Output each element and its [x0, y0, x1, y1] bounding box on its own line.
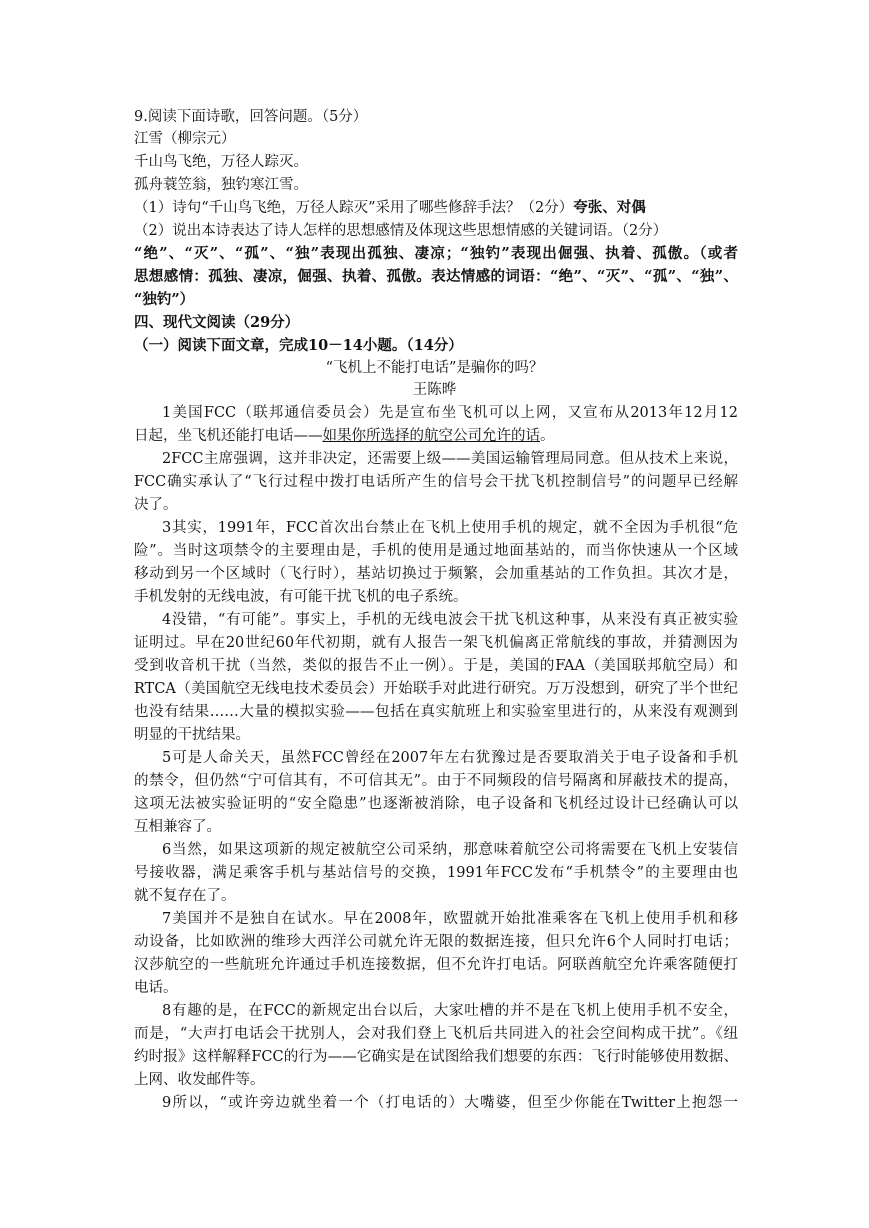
section-4-heading: 四、现代文阅读（29分） — [134, 314, 300, 331]
paragraph-5-line: 5可是人命关天，虽然FCC曾经在2007年左右犹豫过是否要取消关于电子设备和手机 — [162, 750, 738, 766]
paragraph-7-line: 电话。 — [134, 980, 178, 996]
paragraph-3-line: 3其实，1991年，FCC首次出台禁止在飞机上使用手机的规定，就不全因为手机很“危 — [162, 520, 738, 536]
paragraph-4-line: 明显的干扰结果。 — [134, 727, 250, 743]
paragraph-3-line: 手机发射的无线电波，有可能干扰飞机的电子系统。 — [134, 589, 468, 605]
paragraph-1-line: 1美国FCC（联邦通信委员会）先是宣布坐飞机可以上网，又宣布从2013年12月12 — [162, 405, 738, 421]
paragraph-2-line: 2FCC主席强调，这并非决定，还需要上级——美国运输管理局同意。但从技术上来说， — [162, 451, 738, 467]
article-title: “飞机上不能打电话”是骗你的吗？ — [325, 360, 544, 376]
underlined-phrase: 如果你所选择的航空公司允许的话 — [322, 428, 540, 444]
article-author: 王陈晔 — [412, 382, 457, 398]
paragraph-4-line: 也没有结果……大量的模拟实验——包括在真实航班上和实验室里进行的，从来没有观测到 — [134, 704, 738, 720]
sub-question-1-text: （1）诗句“千山鸟飞绝，万径人踪灭”采用了哪些修辞手法？（2分） — [134, 200, 574, 216]
paragraph-8-line: 8有趣的是，在FCC的新规定出台以后，大家吐槽的并不是在飞机上使用手机不安全， — [162, 1003, 738, 1019]
sub-question-1 — [134, 197, 646, 219]
sub-question-1-answer: 夸张、对偶 — [573, 199, 646, 216]
paragraph-8-line: 约时报》这样解释FCC的行为——它确实是在试图给我们想要的东西：飞行时能够使用数据、 — [134, 1049, 738, 1065]
sub-question-2: （2）说出本诗表达了诗人怎样的思想感情及体现这些思想情感的关键词语。（2分） — [134, 223, 668, 239]
sub-question-2-answer-line: “独钓”） — [134, 291, 195, 308]
paragraph-9-line: 9所以，“或许旁边就坐着一个（打电话的）大嘴婆，但至少你能在Twitter上抱怨一 — [162, 1095, 738, 1111]
paragraph-3-line: 险”。当时这项禁令的主要理由是，手机的使用是通过地面基站的，而当你快速从一个区域 — [134, 543, 738, 559]
paragraph-4-line: 证明过。早在20世纪60年代初期，就有人报告一架飞机偏离正常航线的事故，并猜测因为 — [134, 635, 738, 651]
paragraph-8-line: 而是，“大声打电话会干扰别人，会对我们登上飞机后共同进入的社会空间构成干扰”。《纽 — [134, 1026, 738, 1042]
paragraph-7-line: 7美国并不是独自在试水。早在2008年，欧盟就开始批准乘客在飞机上使用手机和移 — [162, 911, 738, 927]
poem-line-2: 孤舟蓑笠翁，独钓寒江雪。 — [134, 177, 308, 193]
paragraph-4-line: 4没错，“有可能”。事实上，手机的无线电波会干扰飞机这种事，从来没有真正被实验 — [162, 612, 738, 628]
paragraph-1-text: 日起，坐飞机还能打电话—— — [134, 428, 323, 444]
sub-question-2-answer-line: 思想感情：孤独、凄凉，倔强、执着、孤傲。表达情感的词语：“绝”、“灭”、“孤”、“独”、 — [134, 268, 738, 285]
paragraph-3-line: 移动到另一个区域时（飞行时），基站切换过于频繁，会加重基站的工作负担。其次才是， — [134, 566, 738, 582]
paragraph-4-line: RTCA（美国航空无线电技术委员会）开始联手对此进行研究。万万没想到，研究了半个世纪 — [134, 681, 738, 697]
paragraph-5-line: 互相兼容了。 — [134, 819, 221, 835]
paragraph-5-line: 的禁令，但仍然“宁可信其有，不可信其无”。由于不同频段的信号隔离和屏蔽技术的提高， — [134, 773, 738, 789]
sub-question-2-answer-line: “绝”、“灭”、“孤”、“独”表现出孤独、凄凉；“独钓”表现出倔强、执着、孤傲。（或者 — [134, 245, 738, 262]
paragraph-6-line: 号接收器，满足乘客手机与基站信号的交换，1991年FCC发布“手机禁令”的主要理由也 — [134, 865, 738, 881]
paragraph-7-line: 动设备，比如欧洲的维珍大西洋公司就允许无限的数据连接，但只允许6个人同时打电话； — [134, 934, 738, 950]
poem-line-1: 千山鸟飞绝，万径人踪灭。 — [134, 154, 308, 170]
paragraph-8-line: 上网、收发邮件等。 — [134, 1072, 265, 1088]
question-9-heading: 9.阅读下面诗歌，回答问题。（5分） — [134, 109, 368, 125]
paragraph-6-line: 就不复存在了。 — [134, 888, 236, 904]
paragraph-5-line: 这项无法被实验证明的“安全隐患”也逐渐被消除，电子设备和飞机经过设计已经确认可以 — [134, 796, 738, 812]
part-1-heading: （一）阅读下面文章，完成10－14小题。（14分） — [134, 337, 463, 354]
paragraph-2-line: FCC确实承认了“飞行过程中拨打电话所产生的信号会干扰飞机控制信号”的问题早已经解 — [134, 474, 738, 490]
paragraph-7-line: 汉莎航空的一些航班允许通过手机连接数据，但不允许打电话。阿联酋航空允许乘客随便打 — [134, 957, 738, 973]
paragraph-4-line: 受到收音机干扰（当然，类似的报告不止一例）。于是，美国的FAA（美国联邦航空局）和 — [134, 658, 738, 674]
paragraph-1-end: 。 — [540, 428, 555, 444]
paragraph-1-line — [134, 425, 555, 447]
paragraph-2-line: 决了。 — [134, 497, 178, 513]
poem-title: 江雪（柳宗元） — [134, 131, 236, 147]
paragraph-6-line: 6当然，如果这项新的规定被航空公司采纳，那意味着航空公司将需要在飞机上安装信 — [162, 842, 738, 858]
